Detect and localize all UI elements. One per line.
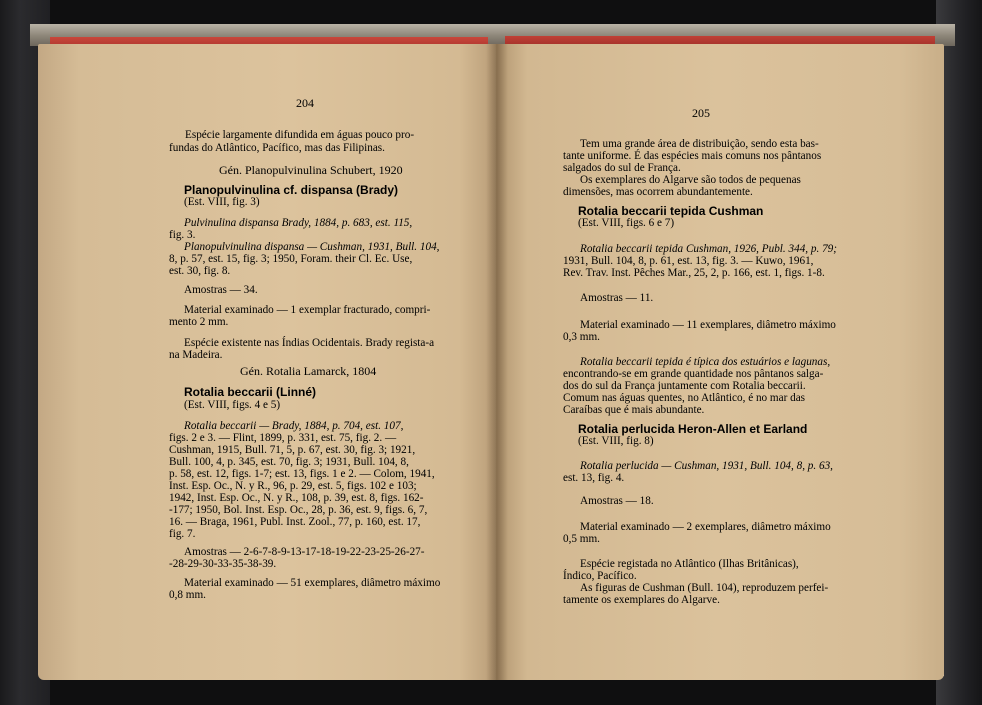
text-line: fig. 7. <box>169 528 196 540</box>
text-line: (Est. VIII, fig. 3) <box>184 196 260 208</box>
book-gutter <box>486 44 508 680</box>
text-line: -177; 1950, Bol. Inst. Esp. Oc., 28, p. 36, est. 9, figs. 6, 7, <box>169 504 428 516</box>
text-line: (Est. VIII, fig. 8) <box>578 435 654 447</box>
text-line: Espécie registada no Atlântico (Ilhas Britânicas), <box>580 558 799 570</box>
species-heading: Rotalia perlucida Heron-Allen et Earland <box>578 422 808 436</box>
text-line: 1942, Inst. Esp. Oc., N. y R., 108, p. 39, est. 8, figs. 162- <box>169 492 424 504</box>
page-number-right: 205 <box>692 106 710 120</box>
text-line: (Est. VIII, figs. 6 e 7) <box>578 217 675 229</box>
text-line: Comum nas águas quentes, no Atlântico, é no mar das <box>563 392 806 404</box>
text-line: (Est. VIII, figs. 4 e 5) <box>184 399 281 411</box>
text-line: Espécie existente nas Índias Ocidentais. Brady regista-a <box>184 337 435 349</box>
text-line: Rotalia perlucida — Cushman, 1931, Bull. 104, 8, p. 63, <box>580 460 833 472</box>
text-line: Rev. Trav. Inst. Pêches Mar., 25, 2, p. 166, est. 1, figs. 1-8. <box>563 267 825 279</box>
genus-heading: Gén. Planopulvinulina Schubert, 1920 <box>219 163 403 177</box>
text-line: Os exemplares do Algarve são todos de pequenas <box>580 174 801 186</box>
text-line: -28-29-30-33-35-38-39. <box>169 558 277 570</box>
text-line: na Madeira. <box>169 349 223 361</box>
text-line: fig. 3. <box>169 229 196 241</box>
text-line: 1931, Bull. 104, 8, p. 61, est. 13, fig. 3. — Kuwo, 1961, <box>563 255 814 267</box>
species-heading: Rotalia beccarii (Linné) <box>184 385 317 399</box>
text-line: mento 2 mm. <box>169 316 229 328</box>
text-line: est. 30, fig. 8. <box>169 265 231 277</box>
genus-heading: Gén. Rotalia Lamarck, 1804 <box>240 364 377 378</box>
text-line: Rotalia beccarii tepida é típica dos estuários e lagunas, <box>580 356 831 368</box>
text-line: 0,8 mm. <box>169 589 206 601</box>
text-line: 16. — Braga, 1961, Publ. Inst. Zool., 77, p. 160, est. 17, <box>169 516 421 528</box>
text-line: Amostras — 34. <box>184 284 258 296</box>
text-line: Material examinado — 11 exemplares, diâmetro máximo <box>580 319 836 331</box>
text-line: Material examinado — 2 exemplares, diâmetro máximo <box>580 521 831 533</box>
text-line: Rotalia beccarii tepida Cushman, 1926, Publ. 344, p. 79; <box>580 243 837 255</box>
text-line: dimensões, mas ocorrem abundantemente. <box>563 186 753 198</box>
text-line: Tem uma grande área de distribuição, sendo esta bas- <box>580 138 819 150</box>
text-line: Amostras — 2-6-7-8-9-13-17-18-19-22-23-25-26-27- <box>184 546 425 558</box>
text-line: Pulvinulina dispansa Brady, 1884, p. 683, est. 115, <box>184 217 413 229</box>
text-line: Cushman, 1915, Bull. 71, 5, p. 67, est. 30, fig. 3; 1921, <box>169 444 416 456</box>
text-line: 8, p. 57, est. 15, fig. 3; 1950, Foram. their Cl. Ec. Use, <box>169 253 413 265</box>
species-heading: Rotalia beccarii tepida Cushman <box>578 204 764 218</box>
text-line: Material examinado — 51 exemplares, diâmetro máximo <box>184 577 441 589</box>
text-line: encontrando-se em grande quantidade nos pântanos salga- <box>563 368 824 380</box>
text-line: Índico, Pacífico. <box>563 570 637 582</box>
text-line: tamente os exemplares do Algarve. <box>563 594 720 606</box>
text-line: Amostras — 18. <box>580 495 654 507</box>
text-line: p. 58, est. 12, figs. 1-7; est. 13, figs. 1 e 2. — Colom, 1941, <box>169 468 435 480</box>
species-heading: Planopulvinulina cf. dispansa (Brady) <box>184 183 399 197</box>
text-line: 0,3 mm. <box>563 331 600 343</box>
text-line: Amostras — 11. <box>580 292 654 304</box>
text-line: Inst. Esp. Oc., N. y R., 96, p. 29, est. 5, figs. 102 e 103; <box>169 480 417 492</box>
text-line: tante uniforme. É das espécies mais comuns nos pântanos <box>563 150 822 162</box>
text-line: Caraíbas que é mais abundante. <box>563 404 705 416</box>
text-line: fundas do Atlântico, Pacífico, mas das Filipinas. <box>169 142 385 154</box>
text-line: As figuras de Cushman (Bull. 104), reproduzem perfei- <box>580 582 829 594</box>
text-line: 0,5 mm. <box>563 533 600 545</box>
text-line: Bull. 100, 4, p. 345, est. 70, fig. 3; 1931, Bull. 104, 8, <box>169 456 409 468</box>
text-line: figs. 2 e 3. — Flint, 1899, p. 331, est. 75, fig. 2. — <box>169 432 397 444</box>
text-line: Material examinado — 1 exemplar fracturado, compri- <box>184 304 431 316</box>
text-line: dos do sul da França juntamente com Rotalia beccarii. <box>563 380 806 392</box>
text-line: Planopulvinulina dispansa — Cushman, 1931, Bull. 104, <box>184 241 440 253</box>
text-line: est. 13, fig. 4. <box>563 472 625 484</box>
text-line: Rotalia beccarii — Brady, 1884, p. 704, est. 107, <box>184 420 404 432</box>
text-line: Espécie largamente difundida em águas pouco pro- <box>185 129 415 141</box>
page-number-left: 204 <box>296 96 314 110</box>
text-line: salgados do sul de França. <box>563 162 681 174</box>
